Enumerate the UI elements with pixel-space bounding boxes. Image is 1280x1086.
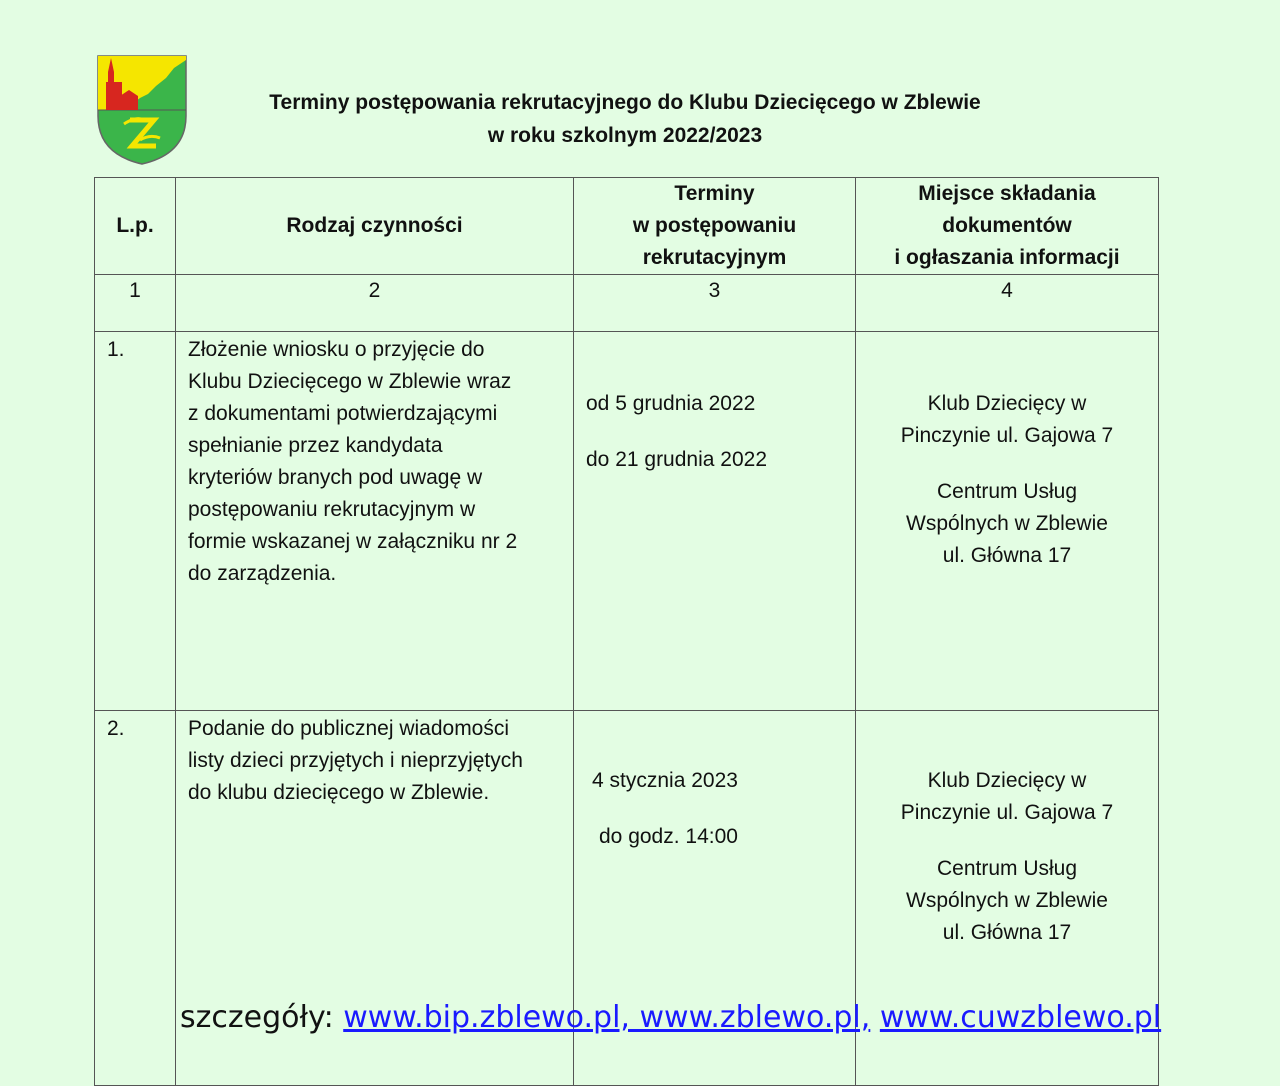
header-place bbox=[856, 178, 1159, 275]
activity-line: do zarządzenia. bbox=[188, 562, 337, 585]
term-start: 4 stycznia 2023 bbox=[592, 769, 738, 792]
activity-line: Klubu Dziecięcego w Zblewie wraz bbox=[188, 370, 512, 393]
title-line-1: Terminy postępowania rekrutacyjnego do Klubu Dziecięcego w Zblewie bbox=[269, 91, 981, 114]
header-row bbox=[95, 178, 1159, 275]
term-end: do godz. 14:00 bbox=[599, 825, 738, 848]
term-end: do 21 grudnia 2022 bbox=[586, 448, 767, 471]
header-activity: Rodzaj czynności bbox=[176, 178, 574, 275]
activity-line: do klubu dziecięcego w Zblewie. bbox=[188, 781, 490, 804]
table-row bbox=[95, 332, 1159, 711]
column-number: 3 bbox=[574, 275, 856, 332]
activity-line: formie wskazanej w załączniku nr 2 bbox=[188, 530, 518, 553]
place-cell bbox=[856, 332, 1159, 711]
recruitment-schedule-table bbox=[94, 177, 1162, 1086]
place-line: Wspólnych w Zblewie bbox=[906, 889, 1108, 912]
place-line: Pinczynie ul. Gajowa 7 bbox=[900, 424, 1114, 447]
header-place-line-1: Miejsce składania bbox=[918, 182, 1096, 205]
activity-line: Złożenie wniosku o przyjęcie do bbox=[188, 338, 485, 361]
place-line: ul. Główna 17 bbox=[942, 544, 1072, 567]
term-start: od 5 grudnia 2022 bbox=[586, 392, 756, 415]
header-lp: L.p. bbox=[95, 178, 176, 275]
activity-line: postępowaniu rekrutacyjnym w bbox=[188, 498, 476, 521]
document-title bbox=[190, 86, 1060, 152]
activity-line: spełnianie przez kandydata bbox=[188, 434, 443, 457]
header-place-line-2: dokumentów bbox=[942, 214, 1072, 237]
column-number: 1 bbox=[95, 275, 176, 332]
activity-line: z dokumentami potwierdzającymi bbox=[188, 402, 498, 425]
activity-cell bbox=[176, 332, 574, 711]
activity-line: listy dzieci przyjętych i nieprzyjętych bbox=[188, 749, 523, 772]
title-line-2: w roku szkolnym 2022/2023 bbox=[487, 124, 763, 147]
header-terms-line-3: rekrutacyjnym bbox=[642, 246, 787, 269]
activity-line: Podanie do publicznej wiadomości bbox=[188, 717, 510, 740]
coat-of-arms-logo bbox=[96, 54, 188, 166]
footer-link-cuwzblewo[interactable]: www.cuwzblewo.pl bbox=[879, 1000, 1162, 1035]
activity-line: kryteriów branych pod uwagę w bbox=[188, 466, 483, 489]
footer-prefix: szczegóły: bbox=[180, 1000, 344, 1035]
column-number: 2 bbox=[176, 275, 574, 332]
place-line: Pinczynie ul. Gajowa 7 bbox=[900, 801, 1114, 824]
row-number: 2. bbox=[95, 711, 176, 1086]
place-line: Centrum Usług bbox=[936, 480, 1078, 503]
header-terms-line-1: Terminy bbox=[674, 182, 755, 205]
header-place-line-3: i ogłaszania informacji bbox=[894, 246, 1120, 269]
column-number: 4 bbox=[856, 275, 1159, 332]
term-cell bbox=[574, 332, 856, 711]
header-terms bbox=[574, 178, 856, 275]
header-terms-line-2: w postępowaniu bbox=[632, 214, 797, 237]
footer-details bbox=[180, 1000, 1161, 1035]
place-line: Klub Dziecięcy w bbox=[927, 769, 1087, 792]
place-line: Klub Dziecięcy w bbox=[927, 392, 1087, 415]
column-number-row bbox=[95, 275, 1159, 332]
place-line: Wspólnych w Zblewie bbox=[906, 512, 1108, 535]
row-number: 1. bbox=[95, 332, 176, 711]
place-line: ul. Główna 17 bbox=[942, 921, 1072, 944]
footer-link-bip-zblewo[interactable]: www.bip.zblewo.pl, www.zblewo.pl, bbox=[343, 1000, 871, 1035]
place-line: Centrum Usług bbox=[936, 857, 1078, 880]
